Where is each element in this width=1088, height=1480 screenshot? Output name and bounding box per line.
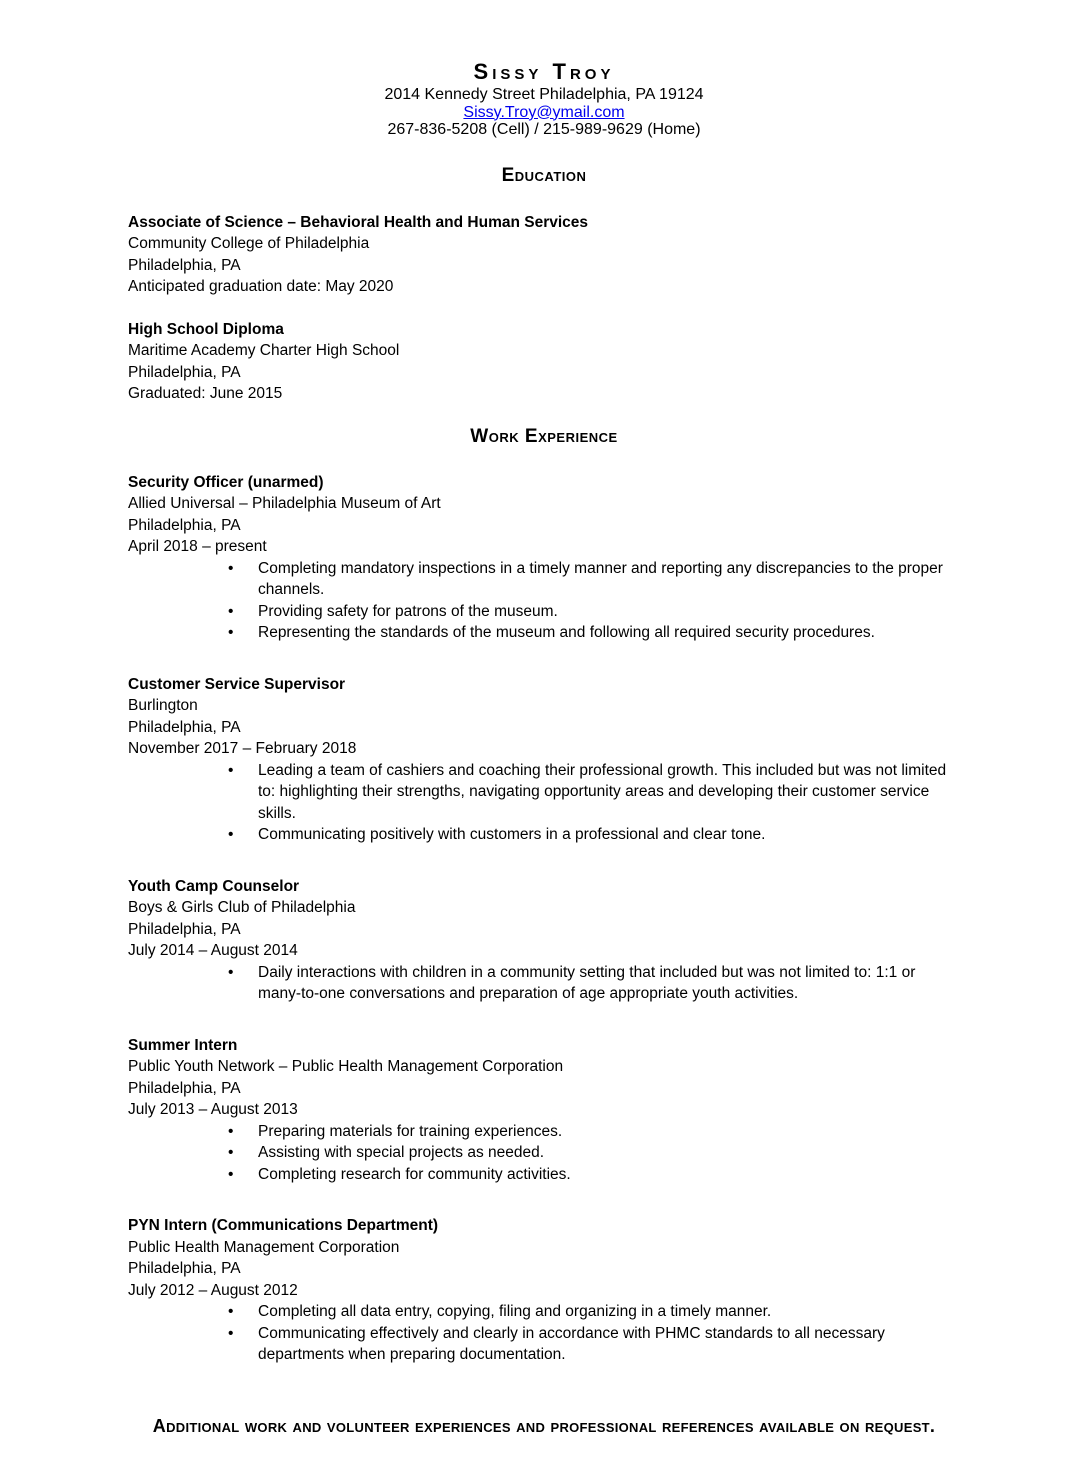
dates-line: April 2018 – present xyxy=(128,538,267,555)
work-entry xyxy=(128,1215,960,1366)
location-line: Philadelphia, PA xyxy=(128,363,241,381)
address-line: 2014 Kennedy Street Philadelphia, PA 19124 xyxy=(384,86,704,103)
bullet-item: • Completing mandatory inspections in a timely manner and reporting any discrepancies to the proper channels. xyxy=(258,558,960,601)
school-name: Community College of Philadelphia xyxy=(128,235,370,252)
location-line: Philadelphia, PA xyxy=(128,1079,241,1097)
bullet-item: • Assisting with special projects as needed. xyxy=(258,1142,960,1164)
bullet-list xyxy=(128,760,960,846)
job-title: Summer Intern xyxy=(128,1036,238,1054)
company-name: Burlington xyxy=(128,697,198,714)
bullet-item: • Leading a team of cashiers and coaching their professional growth. This included but was not limited to: highlighting their strengths, navigating opportunity areas and developing their customer service skills. xyxy=(258,760,960,825)
company-name: Public Health Management Corporation xyxy=(128,1238,400,1256)
bullet-item: • Providing safety for patrons of the museum. xyxy=(258,601,960,623)
email-link[interactable]: Sissy.Troy@ymail.com xyxy=(463,103,625,121)
bullet-item: • Completing all data entry, copying, filing and organizing in a timely manner. xyxy=(258,1301,960,1323)
job-title: PYN Intern (Communications Department) xyxy=(128,1217,439,1234)
degree-title: High School Diploma xyxy=(128,320,284,338)
bullet-list xyxy=(128,1301,960,1366)
bullet-item: • Communicating positively with customers in a professional and clear tone. xyxy=(258,824,960,846)
footer-note: Additional work and volunteer experiences and professional references available on request. xyxy=(152,1415,936,1436)
degree-title: Associate of Science – Behavioral Health and Human Services xyxy=(128,213,589,231)
bullet-item: • Communicating effectively and clearly in accordance with PHMC standards to all necessary departments when preparing documentation. xyxy=(258,1323,960,1366)
dates-line: July 2012 – August 2012 xyxy=(128,1281,298,1299)
phone-line: 267-836-5208 (Cell) / 215-989-9629 (Home) xyxy=(387,121,701,138)
work-entry xyxy=(128,1035,960,1186)
location-line: Philadelphia, PA xyxy=(128,718,241,736)
bullet-list xyxy=(128,1121,960,1186)
bullet-item: • Representing the standards of the museum and following all required security procedures. xyxy=(258,622,960,644)
location-line: Philadelphia, PA xyxy=(128,516,241,534)
section-title-work-experience: Work Experience xyxy=(470,425,618,447)
job-title: Youth Camp Counselor xyxy=(128,877,300,895)
location-line: Philadelphia, PA xyxy=(128,256,241,274)
education-section xyxy=(128,212,960,405)
section-title-education: Education xyxy=(501,164,587,186)
company-name: Boys & Girls Club of Philadelphia xyxy=(128,899,356,916)
work-experience-section xyxy=(128,472,960,1366)
education-entry xyxy=(128,319,960,405)
bullet-item: • Completing research for community activities. xyxy=(258,1164,960,1186)
dates-line: July 2014 – August 2014 xyxy=(128,942,298,959)
date-line: Graduated: June 2015 xyxy=(128,385,283,402)
job-title: Customer Service Supervisor xyxy=(128,675,346,693)
location-line: Philadelphia, PA xyxy=(128,1260,241,1277)
email-line xyxy=(128,104,960,122)
education-entry xyxy=(128,212,960,298)
candidate-name: Sissy Troy xyxy=(473,59,615,84)
work-entry xyxy=(128,876,960,1005)
location-line: Philadelphia, PA xyxy=(128,920,241,938)
resume-header xyxy=(128,60,960,139)
bullet-list xyxy=(128,962,960,1005)
dates-line: July 2013 – August 2013 xyxy=(128,1101,298,1118)
company-name: Public Youth Network – Public Health Management Corporation xyxy=(128,1058,564,1075)
dates-line: November 2017 – February 2018 xyxy=(128,740,357,757)
company-name: Allied Universal – Philadelphia Museum of Art xyxy=(128,495,441,512)
work-entry xyxy=(128,472,960,644)
job-title: Security Officer (unarmed) xyxy=(128,473,324,491)
bullet-list xyxy=(128,558,960,644)
work-entry xyxy=(128,674,960,846)
bullet-item: • Daily interactions with children in a community setting that included but was not limited to: 1:1 or many-to-one conversations and preparation of age appropriate youth activities. xyxy=(258,962,960,1005)
school-name: Maritime Academy Charter High School xyxy=(128,342,400,359)
date-line: Anticipated graduation date: May 2020 xyxy=(128,278,394,295)
bullet-item: • Preparing materials for training experiences. xyxy=(258,1121,960,1143)
